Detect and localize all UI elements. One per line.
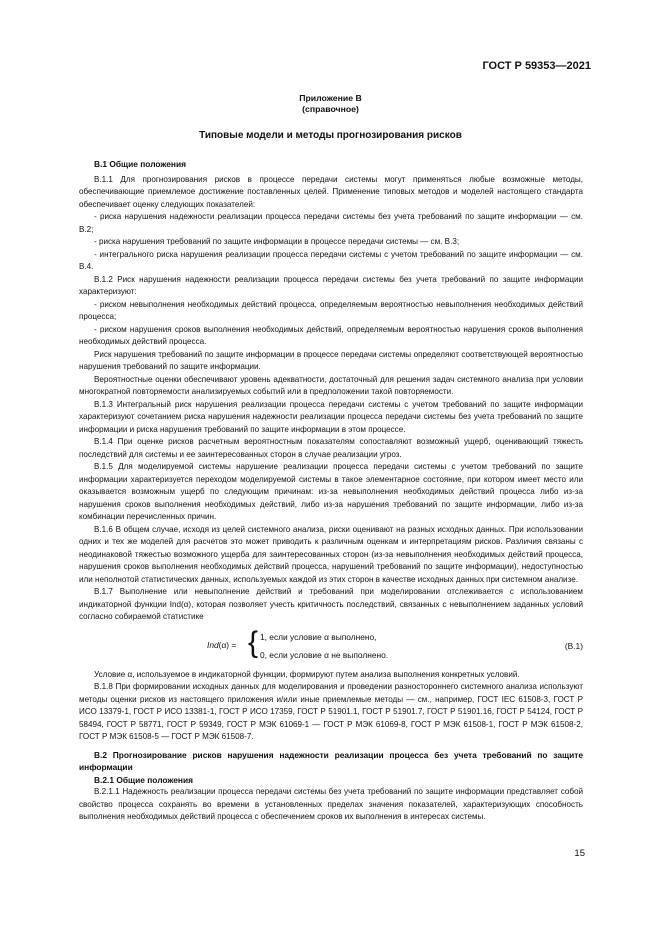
subsection-b2-1-heading: В.2.1 Общие положения <box>94 774 193 785</box>
formula-number: (В.1) <box>564 640 583 651</box>
paragraph-b1-7: В.1.7 Выполнение или невыполнение действий и требований при моделировании отслеживается с использованием индикаторной функции Ind(α), которая позволяет учесть критичность последствий, связанных с невыполнением заданных условий согласно собираемой статистике <box>79 587 583 621</box>
paragraph-b1-6: В.1.6 В общем случае, исходя из целей системного анализа, риски оценивают на разных исходных данных. При использовании одних и тех же моделей для расчетов это может приводить к различным оценкам и интерпретациям рисков. Различия связаны с неодинаковой тяжестью возможного ущерба для заинтересованных сторон (из-за невыполнения необходимых действий процесса, нарушения сроков выполнения необходимых действий процесса, нарушений требований по защите информации), недоступностью или неполнотой статистических данных, используемых каждой из этих сторон в качестве исходных данных при системном анализе. <box>79 524 583 584</box>
section-b2-heading: В.2 Прогнозирование рисков нарушения надежности реализации процесса без учета требований по защите информации <box>79 749 583 772</box>
list-item: - риска нарушения требований по защите информации в процессе передачи системы — см. В.3; <box>94 237 460 246</box>
paragraph-b1-4: В.1.4 При оценке рисков расчетным вероятностным показателям сопоставляют возможный ущерб, оценивающий тяжесть последствий для системы и ее заинтересованных сторон в случае реализации угроз. <box>79 437 583 459</box>
paragraph-b1-8: В.1.8 При формировании исходных данных для моделирования и проведении разностороннего системного анализа используют методы оценки рисков из настоящего приложения и/или иные приемлемые методы — см., например, ГОСТ IEC 61508-3, ГОСТ Р ИСО 13379-1, ГОСТ Р ИСО 13381-1, ГОСТ Р ИСО 17359, ГОСТ Р 51901.1, ГОСТ Р 51901.7, ГОСТ Р 51901.16, ГОСТ Р 54124, ГОСТ Р 58494, ГОСТ Р 58771, ГОСТ Р 59349, ГОСТ Р МЭК 61069-1 — ГОСТ Р МЭК 61069-8, ГОСТ Р МЭК 61508-1, ГОСТ Р МЭК 61508-2, ГОСТ Р МЭК 61508-5 — ГОСТ Р МЭК 61508-7. <box>79 682 583 741</box>
document-code: ГОСТ Р 59353—2021 <box>482 60 591 72</box>
paragraph-b1-1: В.1.1 Для прогнозирования рисков в процессе передачи системы могут применяться любые возможные методы, обеспечивающие приемлемое достижение поставленных целей. Применение типовых методов и моделей настоящего стандарта обеспечивает оценку следующих показателей: <box>79 174 583 209</box>
formula-case-1: 1, если условие α выполнено, <box>260 631 377 642</box>
appendix-subtitle: (справочное) <box>302 104 359 114</box>
paragraph-b1-5: В.1.5 Для моделируемой системы нарушение реализации процесса передачи системы с учетом требований по защите информации характеризуется переходом моделируемой системы в такое элементарное состояние, при котором имеет место или оказывается возможным ущерб по следующим причинам: из-за невыполнения необходимых действий процесса либо из-за нарушения сроков выполнения необходимых действий, либо из-за нарушения требований по защите информации, либо из-за комбинации перечисленных причин. <box>79 462 583 521</box>
formula-brace: { <box>248 625 259 659</box>
section-b1-heading: В.1 Общие положения <box>94 159 187 169</box>
main-title: Типовые модели и методы прогнозирования рисков <box>199 130 462 141</box>
formula-case-2: 0, если условие α не выполнено. <box>260 649 389 660</box>
paragraph: Риск нарушения требований по защите информации в процессе передачи системы определяют соответствующей вероятностью нарушения требований по защите информации. <box>79 349 583 371</box>
formula-b1 <box>79 625 583 665</box>
paragraph-b1-3: В.1.3 Интегральный риск нарушения реализации процесса передачи системы с учетом требований по защите информации характеризуют сочетанием риска нарушения надежности реализации процесса передачи системы без учета требований по защите информации и риска нарушения требований по защите информации в этом процессе. <box>79 399 583 434</box>
appendix-heading <box>0 93 661 115</box>
paragraph-b1-2: В.1.2 Риск нарушения надежности реализации процесса передачи системы без учета требований по защите информации характеризуют: <box>79 274 583 296</box>
paragraph: Вероятностные оценки обеспечивают уровень адекватности, достаточный для решения задач системного анализа при условии многократной повторяемости анализируемых событий или в предположении такой повторяемости. <box>79 374 583 396</box>
page-number: 15 <box>574 848 585 859</box>
paragraph-b2-1-1: В.2.1.1 Надежность реализации процесса передачи системы без учета требований по защите информации представляет собой свойство процесса сохранять во времени в установленных пределах значения показателей, характеризующих способность выполнения необходимых действий процесса с обеспечением сроков их выполнения в интересах системы. <box>79 787 583 821</box>
formula-lhs: Ind(α) = <box>207 639 237 650</box>
paragraph: Условие α, используемое в индикаторной функции, формируют путем анализа выполнения конкретных условий. <box>94 669 520 679</box>
document-body <box>79 158 583 824</box>
list-item: - риском невыполнения необходимых действий процесса, определяемым вероятностью невыполнения необходимых действий процесса; <box>79 299 583 321</box>
list-item: - риском нарушения сроков выполнения необходимых действий, определяемым вероятностью нарушения сроков выполнения необходимых действий процесса. <box>79 324 583 346</box>
list-item: - риска нарушения надежности реализации процесса передачи системы без учета требований по защите информации — см. В.2; <box>79 212 583 234</box>
list-item: - интегрального риска нарушения реализации процесса передачи системы с учетом требований по защите информации — см. В.4. <box>79 249 583 271</box>
appendix-title: Приложение В <box>299 93 362 103</box>
